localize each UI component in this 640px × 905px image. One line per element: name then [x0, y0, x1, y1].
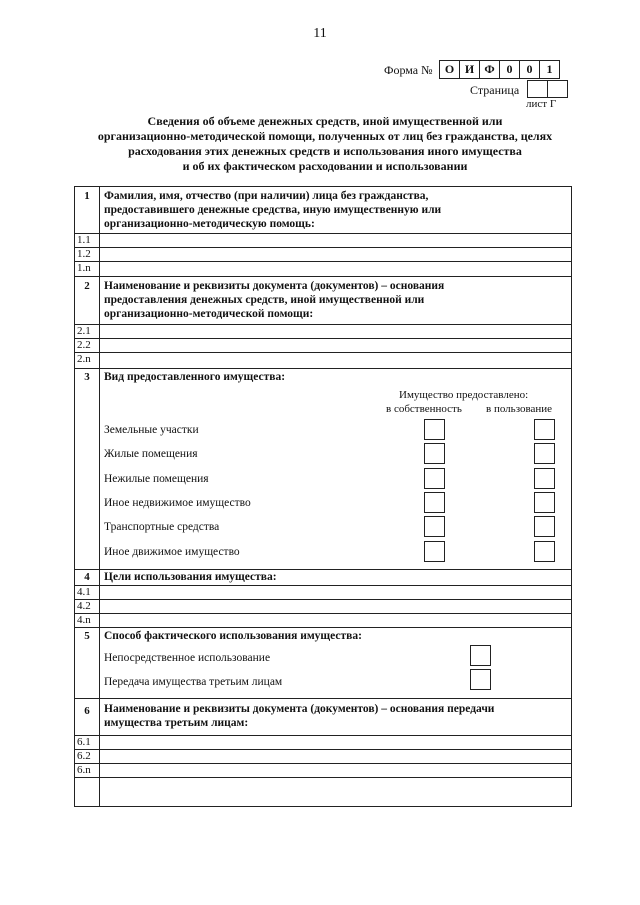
row-divider — [75, 352, 571, 353]
section-title-line: организационно-методическую помощь: — [104, 218, 315, 230]
property-provided-header: Имущество предоставлено: — [399, 389, 529, 401]
property-type-item: Земельные участки — [104, 424, 199, 436]
use-checkbox[interactable] — [534, 541, 555, 562]
section-title-line: Наименование и реквизиты документа (документов) – основания — [104, 280, 445, 292]
title-line: расходования этих денежных средств и использования иного имущества — [128, 144, 522, 158]
row-number: 1.1 — [77, 234, 91, 246]
section-divider — [75, 698, 571, 699]
ownership-checkbox[interactable] — [424, 419, 445, 440]
property-type-item: Иное недвижимое имущество — [104, 497, 251, 509]
section-number: 5 — [84, 630, 90, 642]
ownership-checkbox[interactable] — [424, 443, 445, 464]
section-divider — [75, 368, 571, 369]
property-type-item: Жилые помещения — [104, 448, 198, 460]
number-column-divider — [99, 187, 100, 806]
row-number: 2.n — [77, 353, 91, 365]
form-code-cell: И — [459, 60, 480, 79]
column-use: в пользование — [486, 403, 553, 415]
usage-method-checkbox[interactable] — [470, 645, 491, 666]
page-number-field[interactable] — [527, 80, 568, 98]
use-checkbox[interactable] — [534, 443, 555, 464]
ownership-checkbox[interactable] — [424, 492, 445, 513]
section-title-line: Наименование и реквизиты документа (документов) – основания передачи — [104, 703, 495, 715]
property-type-item: Иное движимое имущество — [104, 546, 240, 558]
ownership-checkbox[interactable] — [424, 541, 445, 562]
title-line: организационно-методической помощи, полученных от лиц без гражданства, целях — [97, 129, 553, 143]
section-5-title: Способ фактического использования имущества: — [104, 630, 362, 642]
row-divider — [75, 324, 571, 325]
ownership-checkbox[interactable] — [424, 468, 445, 489]
row-number: 6.n — [77, 764, 91, 776]
sheet-label: лист Г — [526, 98, 557, 110]
document-title — [60, 114, 590, 174]
section-title-line: имущества третьим лицам: — [104, 717, 249, 729]
row-number: 6.1 — [77, 736, 91, 748]
use-checkbox[interactable] — [534, 419, 555, 440]
section-number: 1 — [84, 190, 90, 202]
use-checkbox[interactable] — [534, 516, 555, 537]
row-number: 4.1 — [77, 586, 91, 598]
row-number: 6.2 — [77, 750, 91, 762]
form-code-cell: 0 — [519, 60, 540, 79]
row-divider — [75, 613, 571, 614]
form-code-cell: 1 — [539, 60, 560, 79]
form-table — [74, 186, 572, 807]
column-ownership: в собственность — [386, 403, 462, 415]
row-number: 1.2 — [77, 248, 91, 260]
row-divider — [75, 777, 571, 778]
row-divider — [75, 338, 571, 339]
section-divider — [75, 276, 571, 277]
usage-method-item: Передача имущества третьим лицам — [104, 676, 283, 688]
section-4-title: Цели использования имущества: — [104, 571, 277, 583]
section-title-line: предоставившего денежные средства, иную имущественную или — [104, 204, 442, 216]
property-type-item: Транспортные средства — [104, 521, 220, 533]
row-divider — [75, 585, 571, 586]
section-number: 6 — [84, 705, 90, 717]
section-number: 2 — [84, 280, 90, 292]
row-divider — [75, 735, 571, 736]
row-number: 4.n — [77, 614, 91, 626]
section-3-title: Вид предоставленного имущества: — [104, 371, 286, 383]
row-divider — [75, 599, 571, 600]
section-title-line: организационно-методической помощи: — [104, 308, 314, 320]
section-title-line: предоставления денежных средств, иной имущественной или — [104, 294, 425, 306]
row-number: 1.n — [77, 262, 91, 274]
usage-method-checkbox[interactable] — [470, 669, 491, 690]
section-2-title — [104, 279, 566, 321]
title-line: Сведения об объеме денежных средств, иной имущественной или — [147, 114, 503, 128]
section-number: 3 — [84, 371, 90, 383]
form-number-label: Форма № — [384, 63, 433, 77]
section-6-title — [104, 702, 566, 730]
row-divider — [75, 233, 571, 234]
form-code-cell: Ф — [479, 60, 500, 79]
ownership-checkbox[interactable] — [424, 516, 445, 537]
use-checkbox[interactable] — [534, 492, 555, 513]
row-number: 2.1 — [77, 325, 91, 337]
property-type-item: Нежилые помещения — [104, 473, 209, 485]
row-divider — [75, 247, 571, 248]
form-code-cell: 0 — [499, 60, 520, 79]
usage-method-item: Непосредственное использование — [104, 652, 271, 664]
page-number: 11 — [313, 26, 327, 41]
section-number: 4 — [84, 571, 90, 583]
section-1-title — [104, 189, 566, 231]
section-title-line: Фамилия, имя, отчество (при наличии) лица без гражданства, — [104, 190, 429, 202]
row-divider — [75, 763, 571, 764]
row-number: 4.2 — [77, 600, 91, 612]
page-label: Страница — [470, 83, 520, 97]
row-divider — [75, 749, 571, 750]
section-divider — [75, 627, 571, 628]
row-number: 2.2 — [77, 339, 91, 351]
row-divider — [75, 261, 571, 262]
form-code-cell: О — [439, 60, 460, 79]
use-checkbox[interactable] — [534, 468, 555, 489]
title-line: и об их фактическом расходовании и использовании — [182, 159, 468, 173]
